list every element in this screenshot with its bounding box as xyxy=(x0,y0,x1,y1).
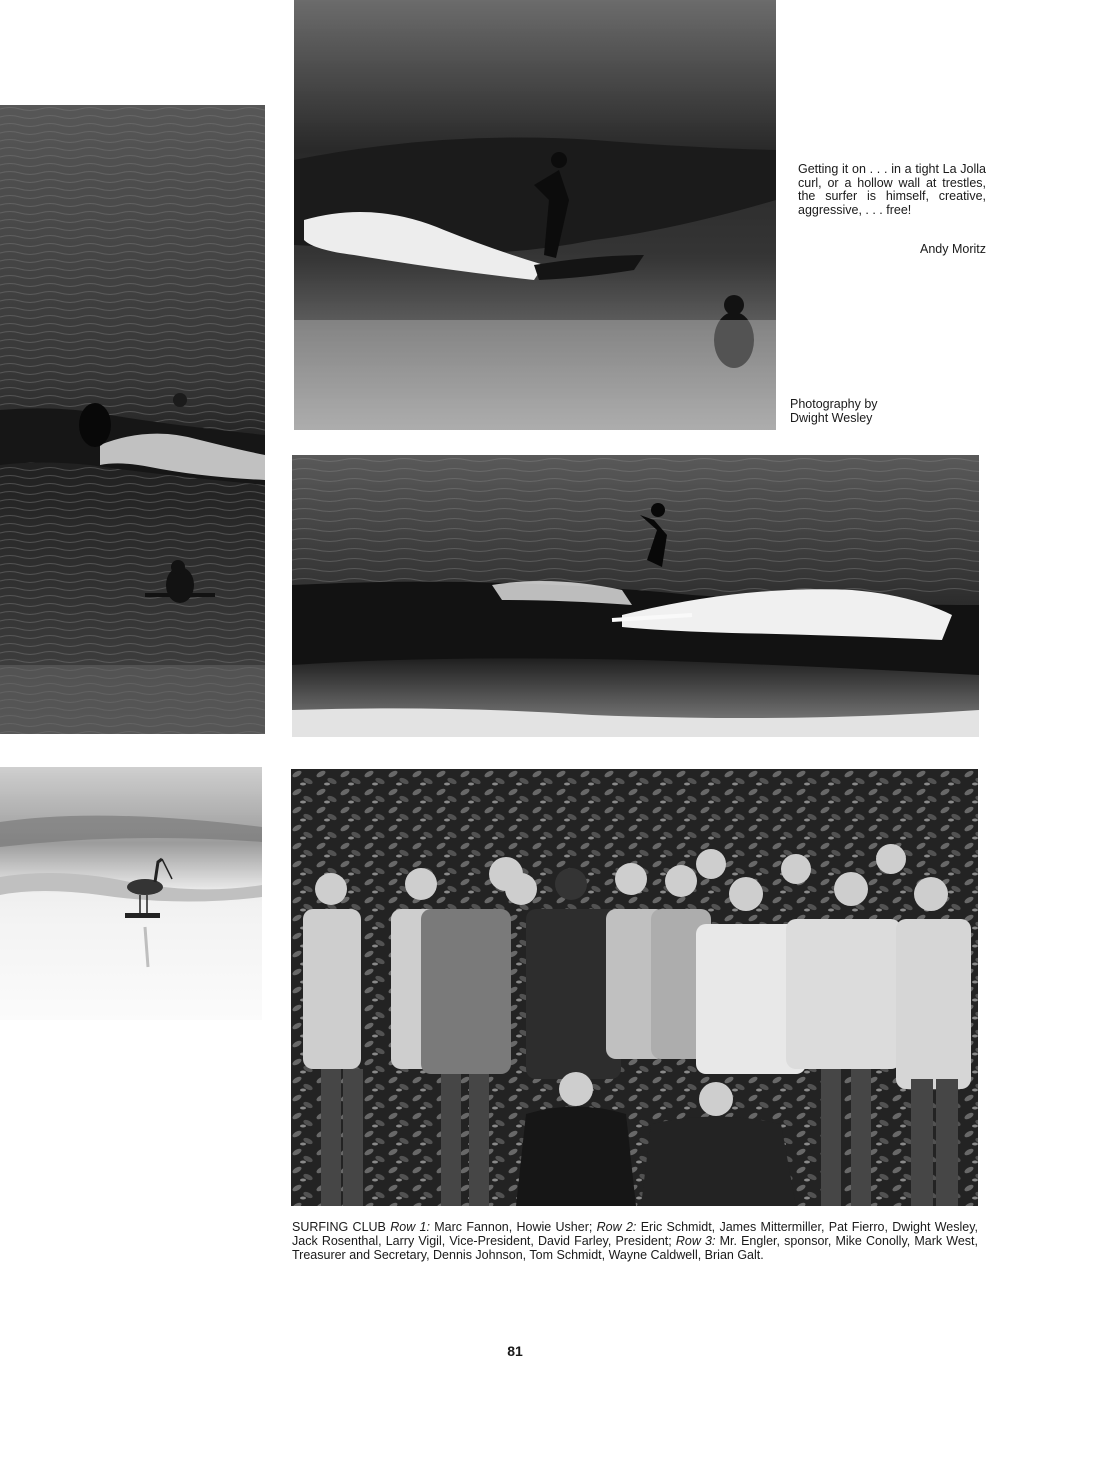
row3-label: Row 3: xyxy=(675,1233,716,1248)
photography-credit-label: Photography by xyxy=(790,397,878,411)
surfers-paddling-photo xyxy=(0,105,265,734)
row1-names: Marc Fannon, Howie Usher; xyxy=(429,1220,597,1234)
row2-names: Eric Schmidt, James Mittermiller, Pat Fierro, Dwight Wesley, Jack Rosenthal, Larry Vigil, Vice-President, David Farley, President; xyxy=(292,1220,979,1248)
surfing-club-caption xyxy=(292,1221,978,1262)
row3-names: Mr. Engler, sponsor, Mike Conolly, Mark West, Treasurer and Secretary, Dennis Johnson, Tom Schmidt, Wayne Caldwell, Brian Galt. xyxy=(292,1233,978,1262)
surfer-on-wave-photo xyxy=(292,455,979,737)
surfer-riding-wave-photo xyxy=(294,0,776,430)
photo-caption-quote: Getting it on . . . in a tight La Jolla curl, or a hollow wall at trestles, the surfer is himself, creative, aggressive, . . . free! xyxy=(798,162,986,217)
shorebird-photo xyxy=(0,767,262,1020)
caption-author: Andy Moritz xyxy=(920,242,986,256)
page-number: 81 xyxy=(507,1343,523,1359)
club-name: SURFING CLUB xyxy=(292,1220,386,1234)
surfing-club-group-photo xyxy=(291,769,978,1206)
row1-label: Row 1: xyxy=(390,1220,430,1234)
photography-credit-name: Dwight Wesley xyxy=(790,411,873,425)
row2-label: Row 2: xyxy=(596,1220,637,1234)
